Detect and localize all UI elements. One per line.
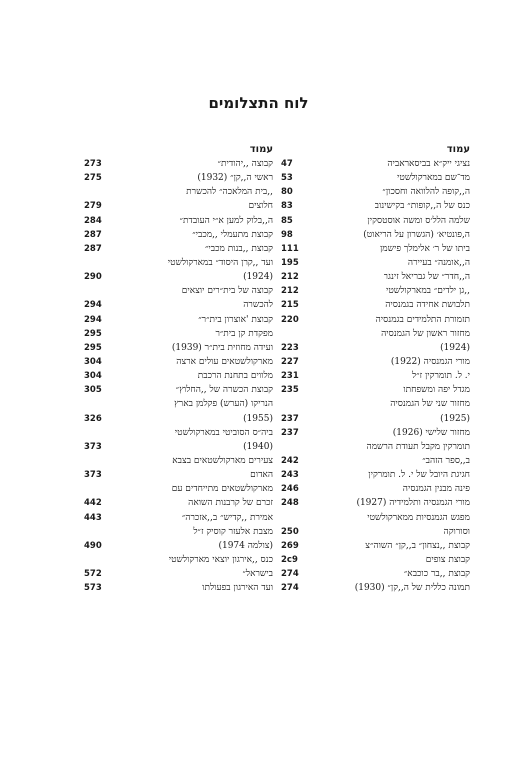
entry-page: 248 bbox=[281, 498, 299, 509]
entry-text: ,,בית המלאכה״ להכשרת bbox=[186, 187, 273, 198]
entry-row bbox=[281, 228, 470, 242]
entry-row bbox=[84, 256, 273, 270]
entry-row bbox=[84, 270, 273, 284]
entry-page: 235 bbox=[281, 385, 299, 396]
entry-text: מפקדת קן בית״ר bbox=[215, 328, 273, 339]
entry-row bbox=[84, 440, 273, 454]
entry-page: 246 bbox=[281, 484, 299, 495]
entry-text: כנס של ה,,קופות״ בקישינוב bbox=[374, 201, 470, 212]
entry-page: 80 bbox=[281, 187, 293, 198]
entry-text: (1924) bbox=[440, 342, 470, 353]
entry-text: תזמורת התלמידים בגמנסיה bbox=[375, 314, 470, 325]
entry-row bbox=[84, 199, 273, 213]
entry-page: 53 bbox=[281, 173, 293, 184]
entry-page: 195 bbox=[281, 257, 299, 268]
entry-row bbox=[84, 525, 273, 539]
entry-row bbox=[84, 157, 273, 171]
entry-page: 274 bbox=[281, 583, 299, 594]
entry-text: ה,,אומנה״ בעיירה bbox=[407, 257, 470, 268]
entry-text: וסורוקה bbox=[443, 526, 470, 537]
entry-text: (1924) bbox=[243, 272, 273, 283]
entry-row bbox=[84, 298, 273, 312]
entry-text: תלבושת אחידה בגמנסיה bbox=[385, 300, 470, 311]
entry-text: צעירים מארקולשטאים בצבא bbox=[172, 455, 273, 466]
entry-page: 373 bbox=[84, 441, 102, 452]
entry-text: קבוצת צופים bbox=[425, 554, 470, 565]
entry-text: קבוצת ,,בר כוכבא״ bbox=[403, 569, 470, 580]
entry-page: 269 bbox=[281, 540, 299, 551]
entry-page: 220 bbox=[281, 314, 299, 325]
entry-row bbox=[84, 539, 273, 553]
entry-text: ,,גן ילדים״ במארקולשטי bbox=[386, 286, 470, 297]
entry-page: 243 bbox=[281, 470, 299, 481]
entry-page: 273 bbox=[84, 159, 102, 169]
entry-row bbox=[281, 298, 470, 312]
entry-page: 326 bbox=[84, 413, 102, 424]
entry-text: נציגי ייק״א בביסאראביה bbox=[387, 159, 470, 169]
entry-text: ה,,קופה להלוואה וחסכון״ bbox=[382, 187, 470, 198]
entry-page: 294 bbox=[84, 300, 102, 311]
entry-row bbox=[281, 256, 470, 270]
entry-page: 83 bbox=[281, 201, 293, 212]
entry-page: 284 bbox=[84, 215, 102, 226]
entry-row bbox=[281, 468, 470, 482]
entry-text: חגיגת היובל של י. ל. תומרקין bbox=[368, 470, 470, 481]
entry-page: 304 bbox=[84, 356, 102, 367]
entry-row bbox=[281, 525, 470, 539]
entry-text: מצבת אלעזר קוסיק ז״ל bbox=[193, 526, 273, 537]
entry-row bbox=[84, 355, 273, 369]
entry-text: (1955) bbox=[243, 413, 273, 424]
entry-text: מחזור שלישי (1926) bbox=[392, 427, 470, 438]
entry-row bbox=[84, 553, 273, 567]
entry-text: מורי הגמנסיה (1922) bbox=[390, 356, 470, 367]
entry-page: 242 bbox=[281, 455, 299, 466]
entry-row bbox=[281, 341, 470, 355]
left-rows bbox=[84, 157, 273, 595]
entry-page: 231 bbox=[281, 371, 299, 382]
entry-page: 295 bbox=[84, 328, 102, 339]
entry-page: 215 bbox=[281, 300, 299, 311]
entry-page: 250 bbox=[281, 526, 299, 537]
entry-page: 275 bbox=[84, 173, 102, 184]
entry-page: 212 bbox=[281, 286, 299, 297]
entry-page: 237 bbox=[281, 413, 299, 424]
entry-row bbox=[281, 270, 470, 284]
entry-text: קבוצת ,,בנות מכבי״ bbox=[204, 243, 273, 254]
entry-page: 294 bbox=[84, 314, 102, 325]
entry-text: (צולמה 1974) bbox=[218, 540, 273, 551]
entry-page: 443 bbox=[84, 512, 102, 523]
entry-page: 85 bbox=[281, 215, 293, 226]
entry-row bbox=[281, 369, 470, 383]
entry-row bbox=[84, 242, 273, 256]
entry-row bbox=[84, 397, 273, 411]
entry-row bbox=[84, 511, 273, 525]
entry-row bbox=[281, 426, 470, 440]
entry-text: ה,פונטיא׳ (הגשרון על הריאוט) bbox=[363, 229, 470, 240]
entry-page: 227 bbox=[281, 356, 299, 367]
entry-text: מלווים בתחנת הרכבת bbox=[197, 371, 273, 382]
entry-page: 287 bbox=[84, 229, 102, 240]
entry-row bbox=[84, 412, 273, 426]
page-title: לוח התצלומים bbox=[208, 94, 309, 112]
entry-row bbox=[84, 369, 273, 383]
entry-text: קבוצה של בית״רים יוצאים bbox=[181, 286, 273, 297]
entry-row bbox=[281, 157, 470, 171]
entry-text: האדום bbox=[250, 470, 273, 481]
entry-row bbox=[84, 454, 273, 468]
entry-row bbox=[84, 214, 273, 228]
entry-text: הנריקו (הערש) פקלמן בארץ bbox=[174, 399, 273, 410]
entry-text: קבוצת מתעמלי ,,מכבי״ bbox=[192, 229, 273, 240]
entry-row bbox=[84, 327, 273, 341]
entry-text: פינה מבנין הגמנסיה bbox=[402, 484, 470, 495]
page-column-header: עמוד bbox=[249, 144, 273, 155]
entry-text: י. ל. תומרקין ז״ל bbox=[411, 371, 470, 382]
entry-row bbox=[84, 496, 273, 510]
entry-page: 212 bbox=[281, 272, 299, 283]
entry-row bbox=[281, 242, 470, 256]
entry-row bbox=[84, 341, 273, 355]
entry-page: 111 bbox=[281, 243, 299, 254]
entry-text: קבוצת ,,נצחון״ ב,,קן״ השוה״צ bbox=[365, 540, 470, 551]
entry-row bbox=[84, 284, 273, 298]
entry-row bbox=[84, 171, 273, 185]
entry-text: ראשי ה,,קן״ (1932) bbox=[197, 173, 273, 184]
entry-text: בישראל״ bbox=[242, 569, 273, 580]
entry-row bbox=[84, 313, 273, 327]
entry-row bbox=[281, 355, 470, 369]
entry-text: תמונה כללית של ה,,קן״ (1930) bbox=[354, 583, 470, 594]
entry-page: 2c9 bbox=[281, 554, 298, 565]
entry-row bbox=[281, 313, 470, 327]
entry-row bbox=[281, 454, 470, 468]
entry-row bbox=[84, 185, 273, 199]
entry-page: 572 bbox=[84, 569, 102, 580]
entry-row bbox=[281, 171, 470, 185]
entry-page: 290 bbox=[84, 272, 102, 283]
entry-page: 274 bbox=[281, 569, 299, 580]
entry-text: ועד ,,קרן היסוד״ במארקולשטי bbox=[167, 257, 273, 268]
entry-page: 304 bbox=[84, 371, 102, 382]
entry-text: חלוצים bbox=[248, 201, 273, 212]
entry-text: ועד האירגון בפעולתו bbox=[202, 583, 273, 594]
entry-row bbox=[84, 383, 273, 397]
entry-row bbox=[84, 482, 273, 496]
entry-text: ה,,חדר״ של גבריאל זינגר bbox=[383, 272, 470, 283]
entry-text: ב,,ספר הזהב״ bbox=[422, 455, 470, 466]
entry-page: 573 bbox=[84, 583, 102, 594]
entry-row bbox=[281, 511, 470, 525]
entry-row bbox=[281, 284, 470, 298]
entry-page: 287 bbox=[84, 243, 102, 254]
entry-text: מד־שם במארקולשטי bbox=[397, 173, 470, 184]
entry-row bbox=[281, 440, 470, 454]
entry-text: מארקולשטאים מתייחדים עם bbox=[171, 484, 273, 495]
entry-row bbox=[84, 581, 273, 595]
entry-row bbox=[281, 539, 470, 553]
entry-row bbox=[281, 553, 470, 567]
entry-page: 98 bbox=[281, 229, 293, 240]
entry-page: 305 bbox=[84, 385, 102, 396]
entry-text: מגדל יפה ומשפחתו bbox=[403, 385, 470, 396]
entry-row bbox=[281, 185, 470, 199]
entry-row bbox=[84, 567, 273, 581]
entry-text: ביתו של ר׳ אלימלך פישמן bbox=[379, 243, 470, 254]
entry-page: 295 bbox=[84, 342, 102, 353]
entry-row bbox=[281, 327, 470, 341]
entry-row bbox=[281, 214, 470, 228]
entry-page: 279 bbox=[84, 201, 102, 212]
entry-text: מפגש הגמנסיות ממארקולשטי bbox=[367, 512, 470, 523]
page-column-header: עמוד bbox=[446, 144, 470, 155]
left-column bbox=[84, 142, 273, 595]
entry-text: קבוצה ,,יהודית״ bbox=[217, 159, 273, 169]
entry-text: ביה״ס הסוביטי במארקולשטי bbox=[174, 427, 273, 438]
entry-text: קבוצת 'אוצרון בית״ר״ bbox=[198, 314, 273, 325]
entry-row bbox=[84, 228, 273, 242]
entry-page: 490 bbox=[84, 540, 102, 551]
entry-text: להכשרה bbox=[243, 300, 273, 311]
entry-text: ה,,בלוק למען א״י העובדת״ bbox=[179, 215, 273, 226]
entry-row bbox=[281, 581, 470, 595]
entry-row bbox=[281, 567, 470, 581]
entry-row bbox=[281, 397, 470, 411]
entry-row bbox=[281, 199, 470, 213]
entry-text: (1925) bbox=[440, 413, 470, 424]
entry-text: (1940) bbox=[243, 441, 273, 452]
entry-page: 442 bbox=[84, 498, 102, 509]
entry-text: מארקולשטאים עולים ארצה bbox=[176, 356, 273, 367]
entry-text: תומרקין מקבל תעודת הרשמה bbox=[366, 441, 470, 452]
entry-text: שלמה הלל׳ס ומשה אוסטסקין bbox=[367, 215, 470, 226]
entry-row bbox=[281, 412, 470, 426]
entry-row bbox=[281, 383, 470, 397]
entry-row bbox=[84, 468, 273, 482]
entry-page: 223 bbox=[281, 342, 299, 353]
entry-text: מחזור ראשון של הגמנסיה bbox=[381, 328, 470, 339]
entry-text: מחזור שני של הגמנסיה bbox=[390, 399, 470, 410]
entry-page: 237 bbox=[281, 427, 299, 438]
entry-row bbox=[84, 426, 273, 440]
right-rows bbox=[281, 157, 470, 595]
entry-text: מורי הגמנסיה ותלמידיה (1927) bbox=[356, 498, 470, 509]
entry-text: ועידה מחוזית בית״ר (1939) bbox=[171, 342, 273, 353]
entry-text: קבוצת הכשרה של ,,החלוץ״ bbox=[175, 385, 273, 396]
entry-text: כנס ,,אירגון יוצאי מארקולשטי bbox=[168, 554, 273, 565]
entry-text: אמירת ,,קדיש״ ב,,אזכרה״ bbox=[181, 512, 273, 523]
entry-page: 47 bbox=[281, 159, 293, 169]
entry-row bbox=[281, 482, 470, 496]
entry-row bbox=[281, 496, 470, 510]
right-column bbox=[281, 142, 470, 595]
entry-text: זכרם של קרבנות השואה bbox=[188, 498, 273, 509]
entry-page: 373 bbox=[84, 470, 102, 481]
